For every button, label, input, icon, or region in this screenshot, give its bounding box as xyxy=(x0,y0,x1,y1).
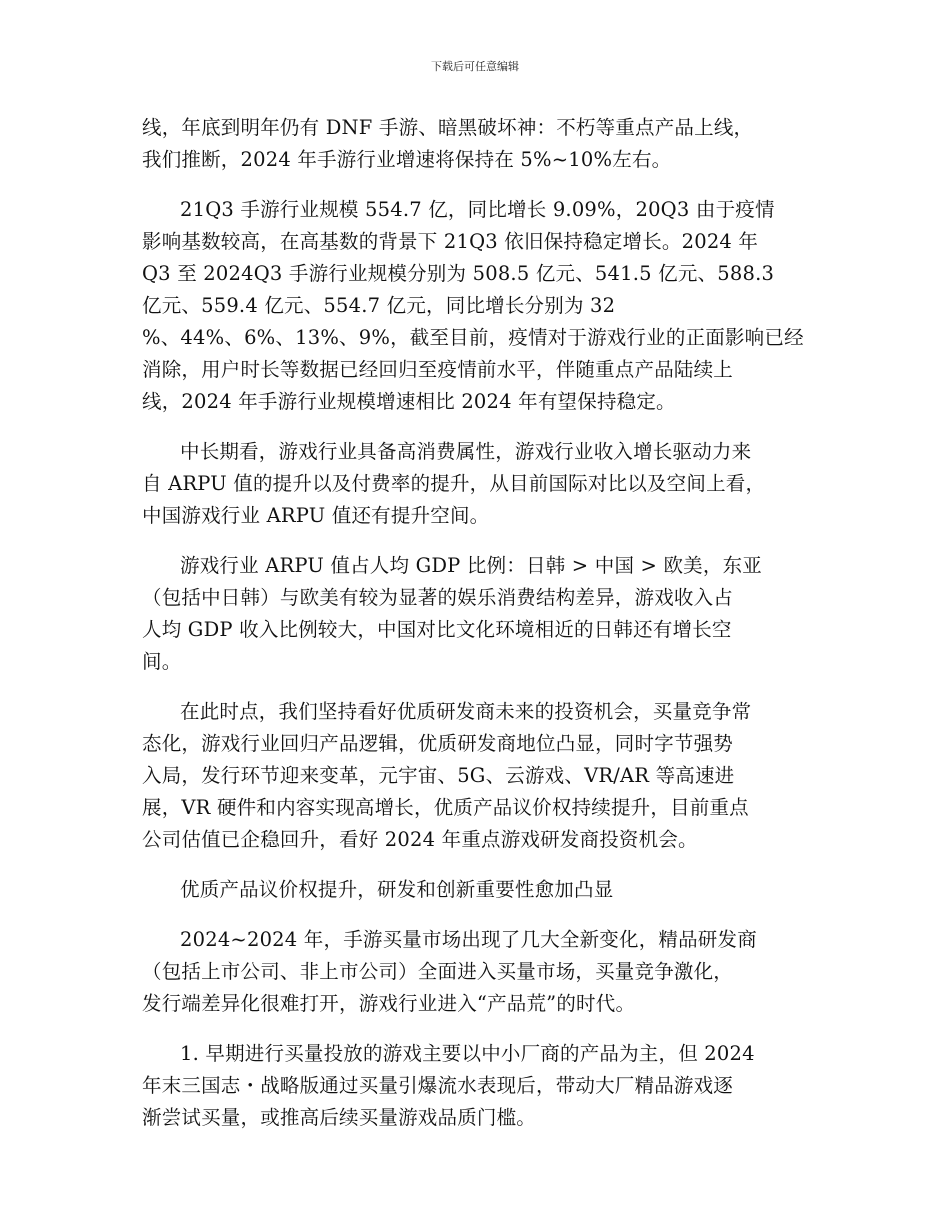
text-line: 间。 xyxy=(142,650,182,673)
paragraph-long-term-view xyxy=(142,436,810,532)
text-line: 影响基数较高，在高基数的背景下 21Q3 依旧保持稳定增长。2024 年 xyxy=(142,230,759,253)
text-line: 线，年底到明年仍有 DNF 手游、暗黑破坏神：不朽等重点产品上线， xyxy=(142,116,754,139)
paragraph-market-size xyxy=(142,194,810,418)
text-line: （包括上市公司、非上市公司）全面进入买量市场，买量竞争激化， xyxy=(142,960,734,983)
text-line: %、44%、6%、13%、9%，截至目前，疫情对于游戏行业的正面影响已经 xyxy=(142,326,804,349)
paragraph-investment-view xyxy=(142,696,810,856)
page-header: 下载后可任意编辑 xyxy=(431,60,519,73)
text-line: 1. 早期进行买量投放的游戏主要以中小厂商的产品为主，但 2024 xyxy=(180,1042,755,1065)
text-line: 亿元、559.4 亿元、554.7 亿元，同比增长分别为 32 xyxy=(142,294,616,317)
text-line: 在此时点，我们坚持看好优质研发商未来的投资机会，买量竞争常 xyxy=(180,700,752,723)
text-line: 自 ARPU 值的提升以及付费率的提升，从目前国际对比以及空间上看， xyxy=(142,472,766,495)
text-line: 中国游戏行业 ARPU 值还有提升空间。 xyxy=(142,504,490,527)
text-line: 渐尝试买量，或推高后续买量游戏品质门槛。 xyxy=(142,1106,537,1129)
document-body xyxy=(142,112,810,1152)
paragraph-arpu-comparison xyxy=(142,550,810,678)
section-subheading xyxy=(142,874,810,906)
text-line: 我们推断，2024 年手游行业增速将保持在 5%~10%左右。 xyxy=(142,148,672,171)
paragraph-buy-volume-market xyxy=(142,924,810,1020)
text-line: Q3 至 2024Q3 手游行业规模分别为 508.5 亿元、541.5 亿元、588.3 xyxy=(142,262,775,285)
text-line: 人均 GDP 收入比例较大，中国对比文化环境相近的日韩还有增长空 xyxy=(142,618,732,641)
text-line: 2024~2024 年，手游买量市场出现了几大全新变化，精品研发商 xyxy=(180,928,757,951)
text-line: 线，2024 年手游行业规模增速相比 2024 年有望保持稳定。 xyxy=(142,390,676,413)
text-line: 中长期看，游戏行业具备高消费属性，游戏行业收入增长驱动力来 xyxy=(180,440,752,463)
text-line: 优质产品议价权提升，研发和创新重要性愈加凸显 xyxy=(180,878,614,901)
text-line: 展，VR 硬件和内容实现高增长，优质产品议价权持续提升，目前重点 xyxy=(142,796,749,819)
text-line: 年末三国志・战略版通过买量引爆流水表现后，带动大厂精品游戏逐 xyxy=(142,1074,734,1097)
text-line: 游戏行业 ARPU 值占人均 GDP 比例：日韩 > 中国 > 欧美，东亚 xyxy=(180,554,762,577)
text-line: 21Q3 手游行业规模 554.7 亿，同比增长 9.09%，20Q3 由于疫情 xyxy=(180,198,775,221)
text-line: 发行端差异化很难打开，游戏行业进入“产品荒”的时代。 xyxy=(142,992,636,1015)
paragraph-numbered-point-1 xyxy=(142,1038,810,1134)
text-line: 消除，用户时长等数据已经回归至疫情前水平，伴随重点产品陆续上 xyxy=(142,358,734,381)
text-line: 态化，游戏行业回归产品逻辑，优质研发商地位凸显，同时字节强势 xyxy=(142,732,734,755)
paragraph-growth-forecast xyxy=(142,112,810,176)
text-line: 入局，发行环节迎来变革，元宇宙、5G、云游戏、VR/AR 等高速进 xyxy=(142,764,735,787)
text-line: 公司估值已企稳回升，看好 2024 年重点游戏研发商投资机会。 xyxy=(142,828,698,851)
text-line: （包括中日韩）与欧美有较为显著的娱乐消费结构差异，游戏收入占 xyxy=(142,586,734,609)
